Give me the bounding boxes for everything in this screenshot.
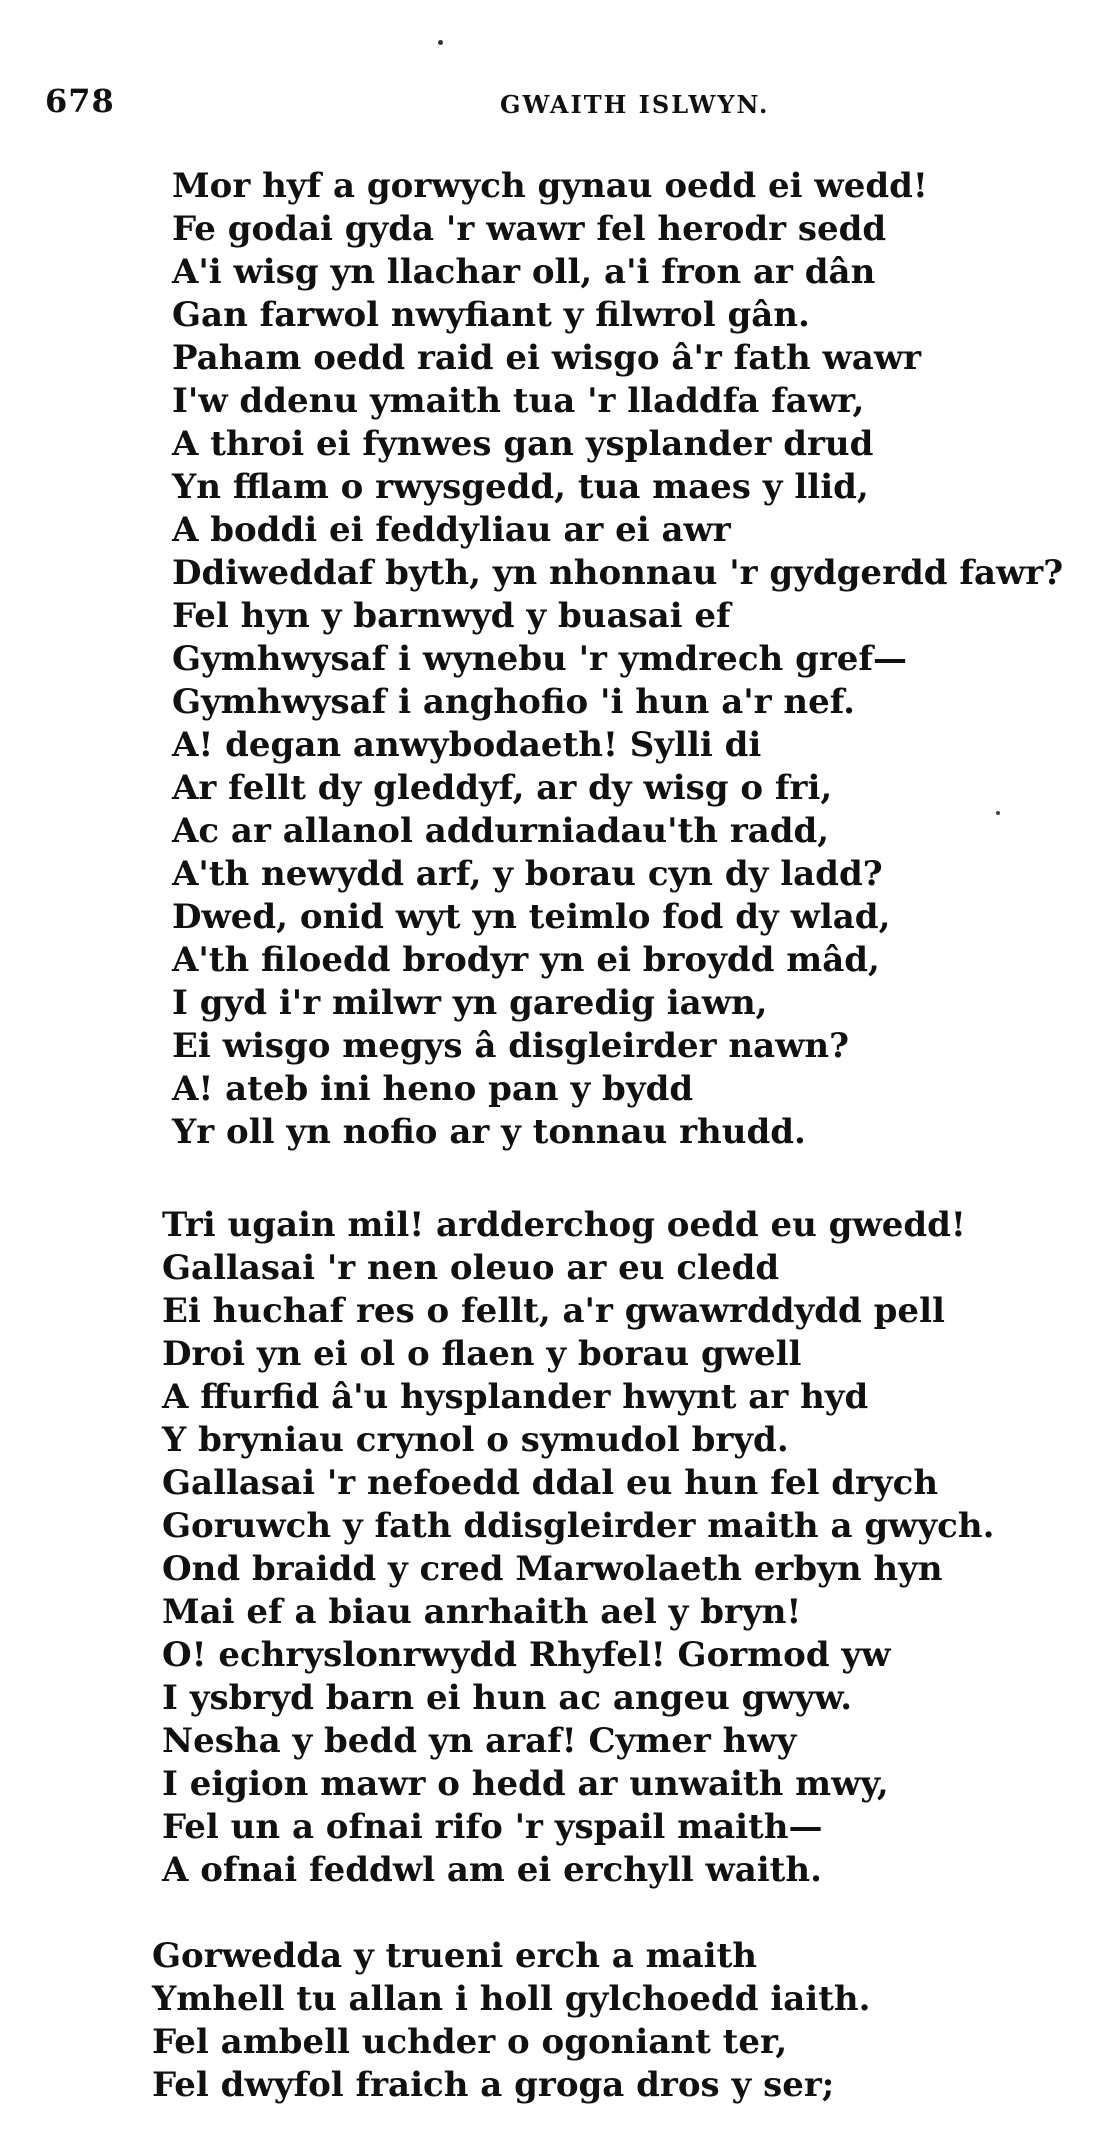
poem-line: Ac ar allanol addurniadau'th radd,	[172, 811, 830, 851]
poem-line: Mai ef a biau anrhaith ael y bryn!	[162, 1592, 802, 1632]
poem-line: Fe godai gyda 'r wawr fel herodr sedd	[172, 209, 887, 249]
poem-line: Gorwedda y trueni erch a maith	[152, 1936, 757, 1976]
poem-line: Ddiweddaf byth, yn nhonnau 'r gydgerdd fawr?	[172, 553, 1064, 593]
poem-line: Fel un a ofnai rifo 'r yspail maith—	[162, 1807, 823, 1847]
poem-line: Yr oll yn nofio ar y tonnau rhudd.	[172, 1112, 806, 1152]
poem-line: Fel dwyfol fraich a groga dros y ser;	[152, 2065, 835, 2105]
poem-line: Nesha y bedd yn araf! Cymer hwy	[162, 1721, 797, 1761]
running-title: GWAITH ISLWYN.	[500, 90, 770, 119]
poem-line: Ei wisgo megys â disgleirder nawn?	[172, 1026, 850, 1066]
page-number: 678	[45, 82, 115, 120]
poem-line: Gymhwysaf i anghofio 'i hun a'r nef.	[172, 682, 856, 722]
poem-line: A'i wisg yn llachar oll, a'i fron ar dân	[172, 252, 876, 292]
poem-line: A boddi ei feddyliau ar ei awr	[172, 510, 731, 550]
poem-line: I'w ddenu ymaith tua 'r lladdfa fawr,	[172, 381, 865, 421]
poem-line: Goruwch y fath ddisgleirder maith a gwych.	[162, 1506, 995, 1546]
stanza	[162, 1204, 994, 1892]
poem-line: Y bryniau crynol o symudol bryd.	[162, 1420, 789, 1460]
poem-line: Gallasai 'r nefoedd ddal eu hun fel drych	[162, 1463, 939, 1503]
stanza	[152, 1935, 870, 2107]
page-header	[45, 82, 1045, 122]
poem-line: A ofnai feddwl am ei erchyll waith.	[162, 1850, 822, 1890]
poem-line: Paham oedd raid ei wisgo â'r fath wawr	[172, 338, 921, 378]
poem-line: A ffurfid â'u hysplander hwynt ar hyd	[162, 1377, 869, 1417]
poem-line: A'th newydd arf, y borau cyn dy ladd?	[172, 854, 883, 894]
poem-line: Mor hyf a gorwych gynau oedd ei wedd!	[172, 166, 928, 206]
poem-line: Gymhwysaf i wynebu 'r ymdrech gref—	[172, 639, 908, 679]
poem-line: Ymhell tu allan i holl gylchoedd iaith.	[152, 1979, 871, 2019]
poem-line: Ond braidd y cred Marwolaeth erbyn hyn	[162, 1549, 943, 1589]
poem-line: A! degan anwybodaeth! Sylli di	[172, 725, 762, 765]
poem-line: Gallasai 'r nen oleuo ar eu cledd	[162, 1248, 780, 1288]
poem-line: Fel ambell uchder o ogoniant ter,	[152, 2022, 788, 2062]
poem-line: I gyd i'r milwr yn garedig iawn,	[172, 983, 768, 1023]
poem-line: A'th filoedd brodyr yn ei broydd mâd,	[172, 940, 880, 980]
poem-line: O! echryslonrwydd Rhyfel! Gormod yw	[162, 1635, 891, 1675]
stanza	[172, 165, 1063, 1154]
poem-line: A! ateb ini heno pan y bydd	[172, 1069, 694, 1109]
poem-line: Yn fflam o rwysgedd, tua maes y llid,	[172, 467, 869, 507]
poem-line: Ar fellt dy gleddyf, ar dy wisg o fri,	[172, 768, 833, 808]
print-speck	[438, 40, 443, 45]
poem-line: Dwed, onid wyt yn teimlo fod dy wlad,	[172, 897, 891, 937]
poem-line: A throi ei fynwes gan ysplander drud	[172, 424, 874, 464]
poem-line: Ei huchaf res o fellt, a'r gwawrddydd pell	[162, 1291, 945, 1331]
poem-line: Tri ugain mil! ardderchog oedd eu gwedd!	[162, 1205, 966, 1245]
poem-line: Droi yn ei ol o flaen y borau gwell	[162, 1334, 802, 1374]
poem-line: Gan farwol nwyfiant y filwrol gân.	[172, 295, 810, 335]
poem-line: I eigion mawr o hedd ar unwaith mwy,	[162, 1764, 889, 1804]
poem-line: Fel hyn y barnwyd y buasai ef	[172, 596, 731, 636]
poem-line: I ysbryd barn ei hun ac angeu gwyw.	[162, 1678, 853, 1718]
